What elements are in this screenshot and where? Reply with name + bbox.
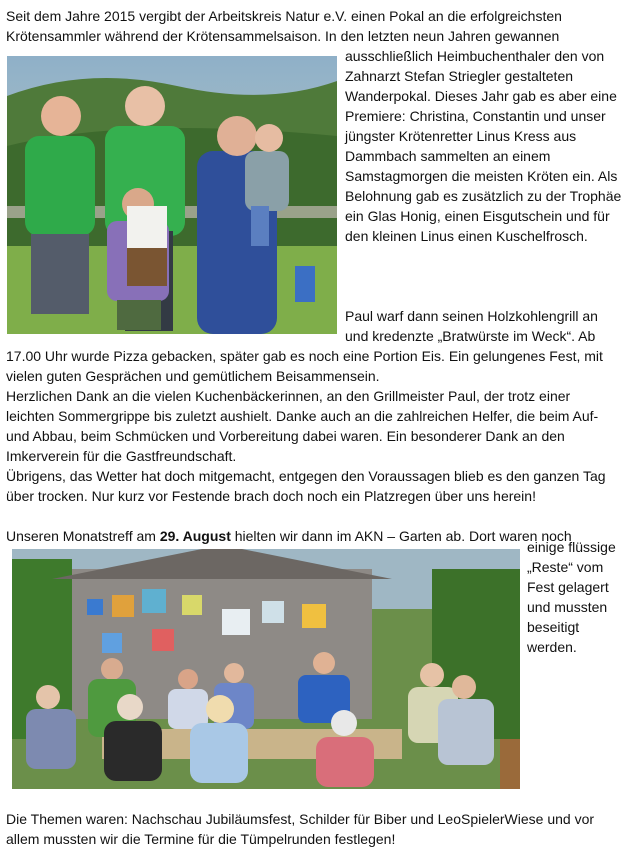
thanks-paragraph: Herzlichen Dank an die vielen Kuchenbäckerinnen, an den Grillmeister Paul, der trotz einer leichten Sommergrippe bis zuletzt aushielt. Danke auch an die zahlreichen Helfer, die beim Auf- und Abbau, beim Schmücken und Vorbereitung dabei waren. Ein besonderer Dank an den Imkerverein für die Gastfreundschaft. bbox=[6, 388, 599, 464]
grill-paragraph-rest: 17.00 Uhr wurde Pizza gebacken, später gab es noch eine Portion Eis. Ein gelungenes Fest, mit vielen guten Gesprächen und gemütlichem Beisammensein. bbox=[6, 348, 603, 384]
grill-paragraph-start: Paul warf dann seinen Holzkohlengrill an und kredenzte „Bratwürste im Weck“. Ab bbox=[345, 308, 598, 344]
meeting-text-end: hielten wir dann im AKN – Garten ab. Dort waren noch bbox=[230, 528, 572, 544]
meeting-text-start: Unseren Monatstreff am bbox=[6, 528, 160, 544]
themes-paragraph: Die Themen waren: Nachschau Jubiläumsfest, Schilder für Biber und LeoSpielerWiese und vor allem mussten wir die Termine für die Tümpelrunden festlegen! bbox=[6, 811, 595, 847]
weather-paragraph: Übrigens, das Wetter hat doch mitgemacht, entgegen den Voraussagen blieb es den ganzen Tag über trocken. Nur kurz vor Festende brach doch noch ein Platzregen über uns herein! bbox=[6, 468, 606, 504]
garden-meeting-illustration bbox=[12, 549, 520, 789]
intro-paragraph: Seit dem Jahre 2015 vergibt der Arbeitskreis Natur e.V. einen Pokal an die erfolgreichsten Krötensammler während der Krötensammelsaison. In den letzten neun Jahren gewannen bbox=[6, 8, 562, 44]
leftovers-note: einige flüssige „Reste“ vom Fest gelagert und mussten beseitigt werden. bbox=[527, 539, 616, 655]
garden-meeting-photo bbox=[12, 549, 520, 789]
award-group-photo bbox=[7, 56, 337, 334]
meeting-date: 29. August bbox=[159, 528, 231, 544]
award-story-paragraph: ausschließlich Heimbuchenthaler den von Zahnarzt Stefan Striegler gestalteten Wanderpokal. Dieses Jahr gab es aber eine Premiere: Christina, Constantin und unser jüngster Krötenretter Linus Kress aus Dammbach sammelten an einem Samstagmorgen die meisten Kröten ein. Als Belohnung gab es zusätzlich zu der Trophäe ein Glas Honig, einen Eisgutschein und für den kleinen Linus einen Kuschelfrosch. bbox=[345, 48, 622, 244]
award-group-illustration bbox=[7, 56, 337, 334]
